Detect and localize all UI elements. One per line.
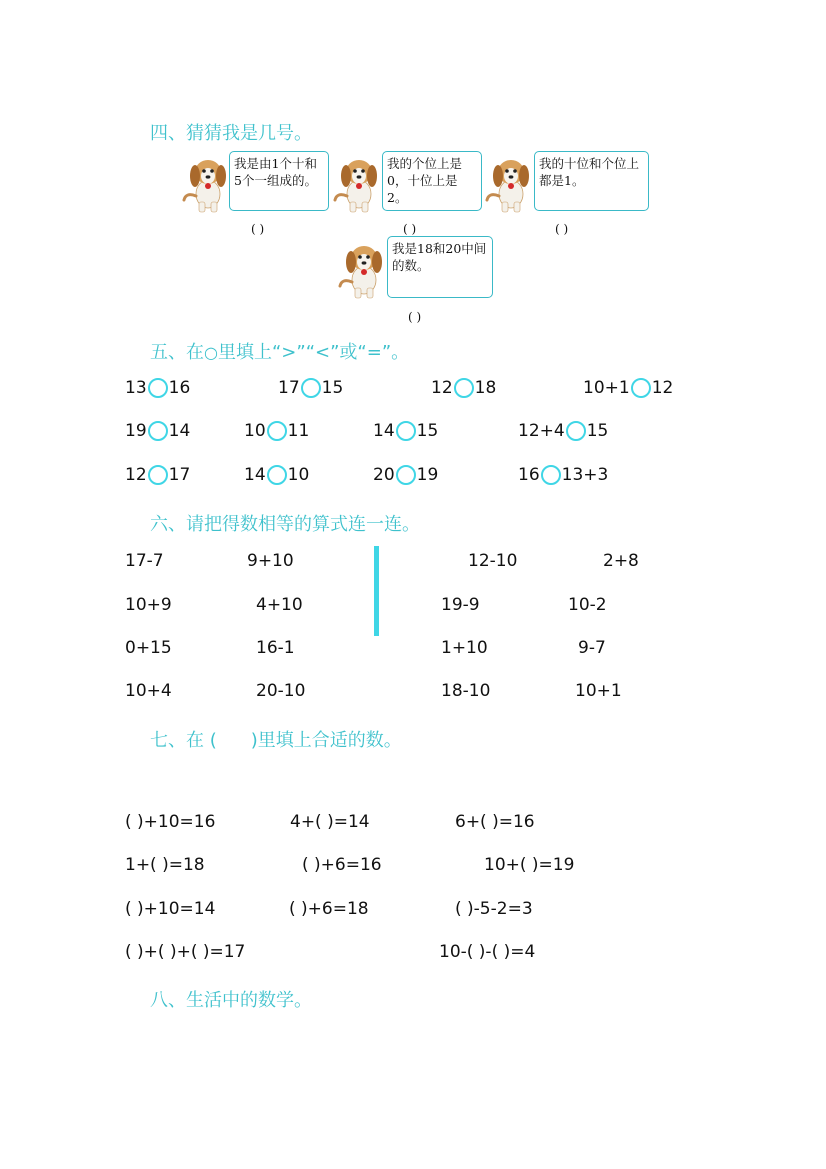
section-5-title-suffix: 里填上“>”“<”或“=”。 <box>217 342 410 363</box>
riddle-answer-4[interactable]: ( ) <box>408 310 422 324</box>
section-7-title <box>150 726 402 752</box>
riddle-answer-3[interactable]: ( ) <box>555 222 569 236</box>
compare-circle[interactable] <box>454 378 474 398</box>
section-4-title: 四、猜猜我是几号。 <box>150 123 312 144</box>
compare-left: 12+4 <box>518 421 565 441</box>
fill-equation[interactable]: ( )+6=18 <box>289 899 369 919</box>
riddle-answer-1[interactable]: ( ) <box>251 222 265 236</box>
compare-right: 15 <box>586 421 609 441</box>
compare-item <box>125 378 190 398</box>
compare-circle[interactable] <box>267 421 287 441</box>
match-left-item[interactable]: 17-7 <box>125 551 164 571</box>
match-right-item[interactable]: 9-7 <box>578 638 606 658</box>
compare-circle[interactable] <box>301 378 321 398</box>
compare-right: 18 <box>474 378 497 398</box>
compare-circle[interactable] <box>541 465 561 485</box>
dog-icon <box>336 236 388 300</box>
fill-equation[interactable]: 10-( )-( )=4 <box>439 942 536 962</box>
compare-item <box>125 465 190 485</box>
compare-right: 15 <box>321 378 344 398</box>
compare-item <box>518 465 608 485</box>
match-left-item[interactable]: 20-10 <box>256 681 306 701</box>
compare-circle[interactable] <box>566 421 586 441</box>
compare-left: 10 <box>244 421 266 441</box>
compare-left: 12 <box>431 378 453 398</box>
fill-equation[interactable]: 1+( )=18 <box>125 855 205 875</box>
divider-bar <box>374 546 379 636</box>
compare-right: 15 <box>416 421 439 441</box>
match-right-item[interactable]: 2+8 <box>603 551 639 571</box>
match-left-item[interactable]: 10+4 <box>125 681 172 701</box>
section-7-title-prefix: 七、在 ( <box>150 730 217 751</box>
compare-item <box>125 421 190 441</box>
riddle-bubble-1: 我是由1个十和5个一组成的。 <box>229 151 329 211</box>
fill-equation[interactable]: ( )+( )+( )=17 <box>125 942 246 962</box>
match-right-item[interactable]: 1+10 <box>441 638 488 658</box>
fill-equation[interactable]: ( )+10=16 <box>125 812 216 832</box>
section-5-title-prefix: 五、在 <box>150 342 204 363</box>
riddle-bubble-2: 我的个位上是0，十位上是2。 <box>382 151 482 211</box>
fill-equation[interactable]: 4+( )=14 <box>290 812 370 832</box>
compare-right: 12 <box>651 378 674 398</box>
compare-item <box>244 465 309 485</box>
riddle-answer-2[interactable]: ( ) <box>403 222 417 236</box>
compare-left: 16 <box>518 465 540 485</box>
compare-left: 20 <box>373 465 395 485</box>
fill-equation[interactable]: 6+( )=16 <box>455 812 535 832</box>
match-left-item[interactable]: 10+9 <box>125 595 172 615</box>
section-7-title-suffix: )里填上合适的数。 <box>250 730 402 751</box>
compare-item <box>431 378 496 398</box>
riddle-bubble-3: 我的十位和个位上都是1。 <box>534 151 649 211</box>
section-8-title: 八、生活中的数学。 <box>150 990 312 1011</box>
fill-equation[interactable]: ( )+10=14 <box>125 899 216 919</box>
compare-right: 19 <box>416 465 439 485</box>
section-6-title: 六、请把得数相等的算式连一连。 <box>150 514 420 535</box>
compare-circle[interactable] <box>148 378 168 398</box>
match-left-item[interactable]: 0+15 <box>125 638 172 658</box>
compare-circle[interactable] <box>148 465 168 485</box>
compare-item <box>244 421 309 441</box>
circle-symbol-icon: ○ <box>204 343 218 362</box>
fill-equation[interactable]: ( )+6=16 <box>302 855 382 875</box>
compare-right: 14 <box>168 421 191 441</box>
fill-equation[interactable]: ( )-5-2=3 <box>455 899 533 919</box>
compare-left: 14 <box>244 465 266 485</box>
compare-right: 11 <box>287 421 310 441</box>
compare-right: 17 <box>168 465 191 485</box>
match-right-item[interactable]: 10-2 <box>568 595 607 615</box>
compare-left: 14 <box>373 421 395 441</box>
dog-icon <box>483 150 535 214</box>
match-right-item[interactable]: 18-10 <box>441 681 491 701</box>
compare-item <box>373 421 438 441</box>
fill-equation[interactable]: 10+( )=19 <box>484 855 575 875</box>
compare-circle[interactable] <box>396 421 416 441</box>
dog-icon <box>331 150 383 214</box>
dog-icon <box>180 150 232 214</box>
match-left-item[interactable]: 16-1 <box>256 638 295 658</box>
compare-circle[interactable] <box>148 421 168 441</box>
match-left-item[interactable]: 4+10 <box>256 595 303 615</box>
compare-right: 10 <box>287 465 310 485</box>
match-right-item[interactable]: 10+1 <box>575 681 622 701</box>
compare-item <box>583 378 673 398</box>
compare-item <box>373 465 438 485</box>
compare-left: 17 <box>278 378 300 398</box>
compare-left: 12 <box>125 465 147 485</box>
compare-left: 13 <box>125 378 147 398</box>
match-right-item[interactable]: 12-10 <box>468 551 518 571</box>
compare-right: 16 <box>168 378 191 398</box>
compare-right: 13+3 <box>561 465 609 485</box>
riddle-bubble-4: 我是18和20中间的数。 <box>387 236 493 298</box>
compare-circle[interactable] <box>396 465 416 485</box>
compare-left: 19 <box>125 421 147 441</box>
compare-circle[interactable] <box>267 465 287 485</box>
compare-left: 10+1 <box>583 378 630 398</box>
compare-item <box>518 421 608 441</box>
section-5-title <box>150 338 409 364</box>
match-right-item[interactable]: 19-9 <box>441 595 480 615</box>
match-left-item[interactable]: 9+10 <box>247 551 294 571</box>
compare-circle[interactable] <box>631 378 651 398</box>
compare-item <box>278 378 343 398</box>
